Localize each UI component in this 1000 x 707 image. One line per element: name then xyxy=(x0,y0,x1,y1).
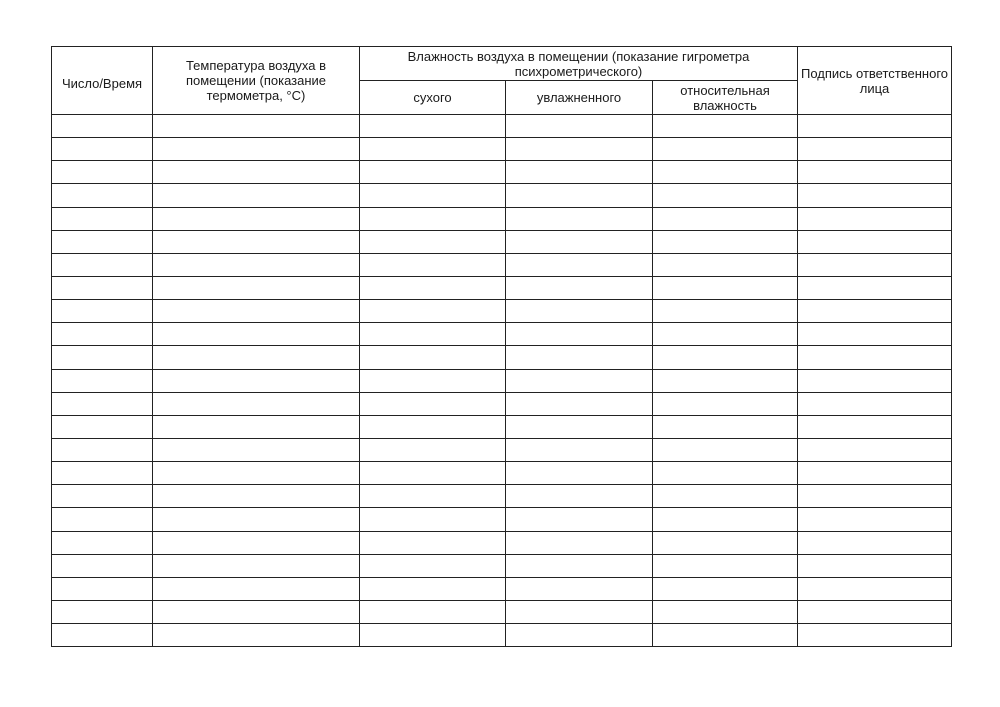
cell-relative-humidity[interactable] xyxy=(653,138,798,161)
table-row xyxy=(52,184,952,207)
table-row xyxy=(52,161,952,184)
cell-wet[interactable] xyxy=(506,346,653,369)
table-row xyxy=(52,253,952,276)
cell-date-time[interactable] xyxy=(52,207,153,230)
cell-signature[interactable] xyxy=(798,369,952,392)
cell-wet[interactable] xyxy=(506,438,653,461)
cell-wet[interactable] xyxy=(506,300,653,323)
header-date-time: Число/Время xyxy=(52,47,153,115)
cell-temperature[interactable] xyxy=(153,138,360,161)
humidity-temperature-log-table xyxy=(51,46,952,647)
cell-wet[interactable] xyxy=(506,253,653,276)
cell-wet[interactable] xyxy=(506,462,653,485)
table-row xyxy=(52,531,952,554)
cell-date-time[interactable] xyxy=(52,346,153,369)
cell-temperature[interactable] xyxy=(153,207,360,230)
cell-signature[interactable] xyxy=(798,138,952,161)
cell-dry[interactable] xyxy=(360,508,506,531)
table-row xyxy=(52,346,952,369)
header-row-main xyxy=(52,47,952,81)
cell-date-time[interactable] xyxy=(52,554,153,577)
cell-relative-humidity[interactable] xyxy=(653,554,798,577)
cell-dry[interactable] xyxy=(360,276,506,299)
table-row xyxy=(52,115,952,138)
cell-relative-humidity[interactable] xyxy=(653,115,798,138)
cell-temperature[interactable] xyxy=(153,184,360,207)
cell-dry[interactable] xyxy=(360,115,506,138)
cell-wet[interactable] xyxy=(506,184,653,207)
header-relative-humidity: относительная влажность xyxy=(653,81,798,115)
cell-wet[interactable] xyxy=(506,161,653,184)
cell-date-time[interactable] xyxy=(52,531,153,554)
cell-dry[interactable] xyxy=(360,554,506,577)
cell-dry[interactable] xyxy=(360,392,506,415)
cell-signature[interactable] xyxy=(798,531,952,554)
table-row xyxy=(52,207,952,230)
table-row xyxy=(52,369,952,392)
cell-temperature[interactable] xyxy=(153,392,360,415)
cell-temperature[interactable] xyxy=(153,600,360,623)
cell-signature[interactable] xyxy=(798,276,952,299)
cell-dry[interactable] xyxy=(360,207,506,230)
cell-dry[interactable] xyxy=(360,624,506,647)
cell-relative-humidity[interactable] xyxy=(653,276,798,299)
cell-date-time[interactable] xyxy=(52,438,153,461)
cell-signature[interactable] xyxy=(798,508,952,531)
cell-signature[interactable] xyxy=(798,600,952,623)
cell-dry[interactable] xyxy=(360,184,506,207)
cell-dry[interactable] xyxy=(360,577,506,600)
table-row xyxy=(52,485,952,508)
cell-dry[interactable] xyxy=(360,323,506,346)
table-row xyxy=(52,138,952,161)
cell-wet[interactable] xyxy=(506,230,653,253)
cell-temperature[interactable] xyxy=(153,624,360,647)
cell-dry[interactable] xyxy=(360,415,506,438)
cell-date-time[interactable] xyxy=(52,462,153,485)
table-row xyxy=(52,300,952,323)
cell-wet[interactable] xyxy=(506,369,653,392)
cell-date-time[interactable] xyxy=(52,369,153,392)
cell-temperature[interactable] xyxy=(153,462,360,485)
cell-date-time[interactable] xyxy=(52,485,153,508)
cell-temperature[interactable] xyxy=(153,230,360,253)
cell-date-time[interactable] xyxy=(52,624,153,647)
cell-dry[interactable] xyxy=(360,485,506,508)
log-table-body xyxy=(52,115,952,647)
cell-date-time[interactable] xyxy=(52,115,153,138)
table-row xyxy=(52,508,952,531)
cell-wet[interactable] xyxy=(506,554,653,577)
cell-relative-humidity[interactable] xyxy=(653,184,798,207)
cell-signature[interactable] xyxy=(798,577,952,600)
cell-temperature[interactable] xyxy=(153,531,360,554)
cell-date-time[interactable] xyxy=(52,300,153,323)
cell-temperature[interactable] xyxy=(153,115,360,138)
cell-dry[interactable] xyxy=(360,161,506,184)
cell-wet[interactable] xyxy=(506,415,653,438)
cell-wet[interactable] xyxy=(506,323,653,346)
cell-signature[interactable] xyxy=(798,392,952,415)
table-row xyxy=(52,462,952,485)
cell-relative-humidity[interactable] xyxy=(653,392,798,415)
cell-date-time[interactable] xyxy=(52,138,153,161)
cell-temperature[interactable] xyxy=(153,438,360,461)
cell-date-time[interactable] xyxy=(52,508,153,531)
cell-relative-humidity[interactable] xyxy=(653,508,798,531)
cell-relative-humidity[interactable] xyxy=(653,577,798,600)
cell-wet[interactable] xyxy=(506,276,653,299)
cell-date-time[interactable] xyxy=(52,392,153,415)
cell-date-time[interactable] xyxy=(52,253,153,276)
cell-date-time[interactable] xyxy=(52,230,153,253)
cell-dry[interactable] xyxy=(360,462,506,485)
cell-date-time[interactable] xyxy=(52,323,153,346)
cell-signature[interactable] xyxy=(798,230,952,253)
table-row xyxy=(52,323,952,346)
cell-relative-humidity[interactable] xyxy=(653,485,798,508)
cell-temperature[interactable] xyxy=(153,346,360,369)
cell-relative-humidity[interactable] xyxy=(653,600,798,623)
cell-dry[interactable] xyxy=(360,346,506,369)
cell-relative-humidity[interactable] xyxy=(653,438,798,461)
cell-relative-humidity[interactable] xyxy=(653,207,798,230)
cell-dry[interactable] xyxy=(360,369,506,392)
cell-temperature[interactable] xyxy=(153,577,360,600)
cell-temperature[interactable] xyxy=(153,485,360,508)
cell-signature[interactable] xyxy=(798,323,952,346)
cell-wet[interactable] xyxy=(506,392,653,415)
cell-signature[interactable] xyxy=(798,184,952,207)
cell-signature[interactable] xyxy=(798,554,952,577)
cell-signature[interactable] xyxy=(798,207,952,230)
cell-signature[interactable] xyxy=(798,115,952,138)
cell-wet[interactable] xyxy=(506,531,653,554)
table-row xyxy=(52,230,952,253)
cell-relative-humidity[interactable] xyxy=(653,253,798,276)
cell-signature[interactable] xyxy=(798,161,952,184)
table-row xyxy=(52,276,952,299)
cell-relative-humidity[interactable] xyxy=(653,230,798,253)
cell-relative-humidity[interactable] xyxy=(653,161,798,184)
cell-wet[interactable] xyxy=(506,600,653,623)
header-dry: сухого xyxy=(360,81,506,115)
cell-date-time[interactable] xyxy=(52,577,153,600)
table-row xyxy=(52,577,952,600)
cell-relative-humidity[interactable] xyxy=(653,624,798,647)
cell-relative-humidity[interactable] xyxy=(653,300,798,323)
cell-dry[interactable] xyxy=(360,230,506,253)
cell-temperature[interactable] xyxy=(153,508,360,531)
cell-dry[interactable] xyxy=(360,438,506,461)
cell-relative-humidity[interactable] xyxy=(653,415,798,438)
cell-wet[interactable] xyxy=(506,485,653,508)
cell-signature[interactable] xyxy=(798,462,952,485)
cell-temperature[interactable] xyxy=(153,300,360,323)
cell-signature[interactable] xyxy=(798,438,952,461)
cell-dry[interactable] xyxy=(360,600,506,623)
cell-relative-humidity[interactable] xyxy=(653,346,798,369)
cell-relative-humidity[interactable] xyxy=(653,323,798,346)
cell-temperature[interactable] xyxy=(153,369,360,392)
cell-temperature[interactable] xyxy=(153,253,360,276)
table-row xyxy=(52,415,952,438)
cell-dry[interactable] xyxy=(360,300,506,323)
table-row xyxy=(52,392,952,415)
cell-temperature[interactable] xyxy=(153,554,360,577)
cell-dry[interactable] xyxy=(360,138,506,161)
cell-signature[interactable] xyxy=(798,300,952,323)
cell-wet[interactable] xyxy=(506,207,653,230)
cell-signature[interactable] xyxy=(798,346,952,369)
cell-wet[interactable] xyxy=(506,624,653,647)
cell-wet[interactable] xyxy=(506,577,653,600)
cell-signature[interactable] xyxy=(798,415,952,438)
cell-date-time[interactable] xyxy=(52,600,153,623)
cell-temperature[interactable] xyxy=(153,276,360,299)
header-wet: увлажненного xyxy=(506,81,653,115)
cell-temperature[interactable] xyxy=(153,161,360,184)
cell-temperature[interactable] xyxy=(153,323,360,346)
cell-wet[interactable] xyxy=(506,115,653,138)
cell-date-time[interactable] xyxy=(52,276,153,299)
table-row xyxy=(52,600,952,623)
header-signature: Подпись ответственного лица xyxy=(798,47,952,115)
cell-date-time[interactable] xyxy=(52,161,153,184)
cell-signature[interactable] xyxy=(798,253,952,276)
table-row xyxy=(52,624,952,647)
cell-relative-humidity[interactable] xyxy=(653,531,798,554)
cell-date-time[interactable] xyxy=(52,415,153,438)
cell-signature[interactable] xyxy=(798,624,952,647)
header-humidity-group: Влажность воздуха в помещении (показание гигрометра психрометрического) xyxy=(360,47,798,81)
cell-temperature[interactable] xyxy=(153,415,360,438)
cell-relative-humidity[interactable] xyxy=(653,462,798,485)
cell-dry[interactable] xyxy=(360,531,506,554)
header-temperature: Температура воздуха в помещении (показание термометра, °С) xyxy=(153,47,360,115)
cell-wet[interactable] xyxy=(506,138,653,161)
table-row xyxy=(52,438,952,461)
cell-dry[interactable] xyxy=(360,253,506,276)
cell-relative-humidity[interactable] xyxy=(653,369,798,392)
cell-date-time[interactable] xyxy=(52,184,153,207)
cell-wet[interactable] xyxy=(506,508,653,531)
table-row xyxy=(52,554,952,577)
cell-signature[interactable] xyxy=(798,485,952,508)
